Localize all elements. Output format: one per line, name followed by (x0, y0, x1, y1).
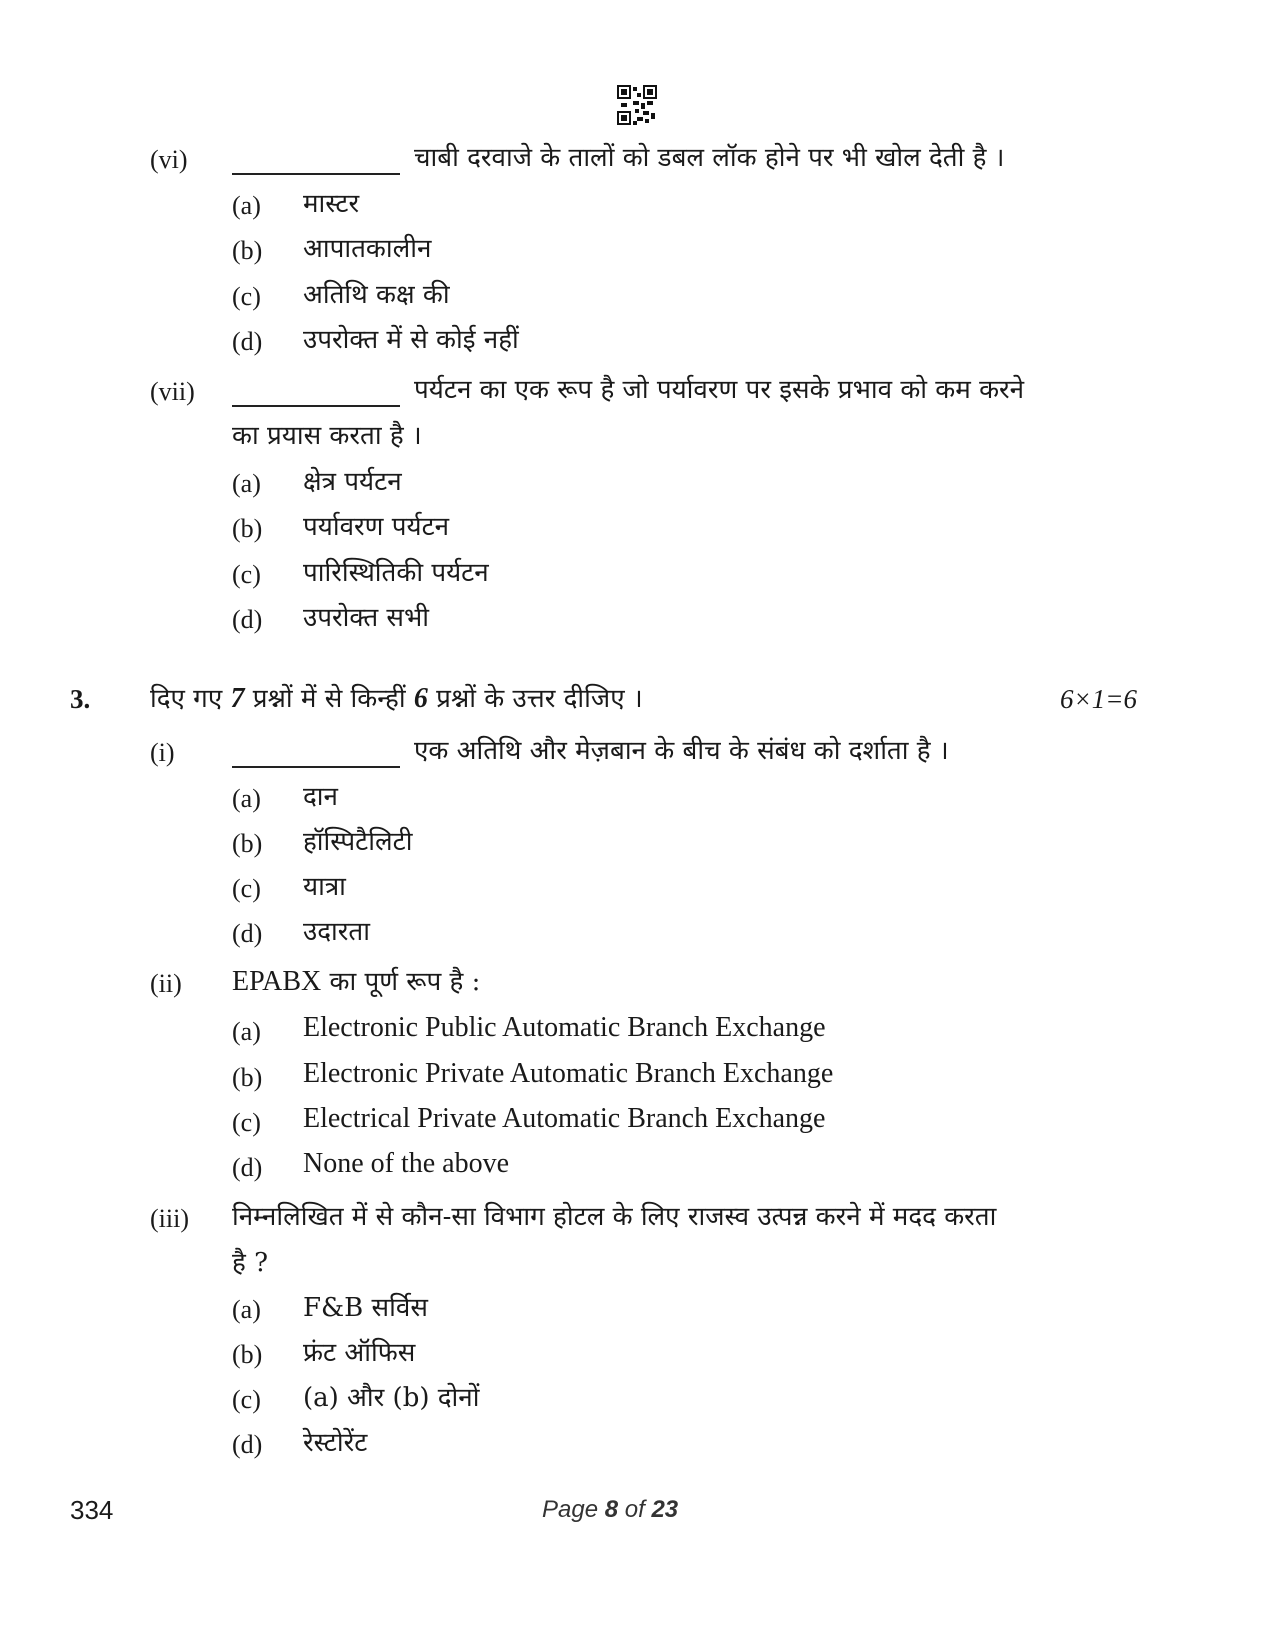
question-stem: का पूर्ण रूप है : (321, 967, 481, 997)
option-label: (a) (232, 1017, 261, 1046)
option-text: उपरोक्त सभी (303, 603, 429, 633)
fill-blank (232, 740, 400, 768)
option-label: (b) (232, 514, 263, 543)
page-total: 23 (651, 1496, 679, 1523)
option-label: (d) (232, 605, 263, 634)
option-label: (a) (232, 1295, 261, 1324)
option-text: Electronic Public Automatic Branch Exchange (303, 1012, 826, 1043)
option-label: (c) (232, 560, 261, 589)
option-label: (c) (232, 1385, 261, 1414)
option-text: F&B सर्विस (303, 1293, 428, 1323)
option-label: (b) (232, 236, 263, 265)
question-stem-continued: का प्रयास करता है । (232, 421, 422, 451)
option-text: रेस्टोरेंट (303, 1428, 368, 1458)
question-number: (ii) (150, 969, 182, 998)
option-label: (d) (232, 919, 263, 948)
qr-code-icon (617, 85, 657, 125)
option-text: Electrical Private Automatic Branch Exchange (303, 1103, 826, 1134)
option-label: (a) (232, 469, 261, 498)
option-label: (b) (232, 829, 263, 858)
instruction-text: प्रश्नों के उत्तर दीजिए । (427, 684, 643, 714)
option-text: पारिस्थितिकी पर्यटन (303, 558, 489, 588)
fill-blank (232, 147, 400, 175)
option-text: उपरोक्त में से कोई नहीं (303, 325, 519, 355)
option-label: (d) (232, 327, 263, 356)
option-label: (d) (232, 1430, 263, 1459)
option-text: (a) और (b) दोनों (303, 1383, 480, 1413)
question-stem-continued: है ? (232, 1248, 269, 1278)
option-text: पर्यावरण पर्यटन (303, 512, 450, 542)
option-text: हॉस्पिटैलिटी (303, 827, 413, 857)
option-label: (b) (232, 1340, 263, 1369)
page-of: of (618, 1496, 652, 1523)
option-label: (a) (232, 784, 261, 813)
question-number: (iii) (150, 1204, 189, 1233)
option-label: (b) (232, 1063, 263, 1092)
instruction-count: 6 (413, 683, 428, 714)
question-text (232, 141, 1005, 175)
fill-blank (232, 379, 400, 407)
option-text: फ्रंट ऑफिस (303, 1338, 416, 1368)
question-stem: पर्यटन का एक रूप है जो पर्यावरण पर इसके प्रभाव को कम करने (414, 375, 1025, 405)
question-stem: एक अतिथि और मेज़बान के बीच के संबंध को दर्शाता है । (414, 736, 949, 766)
question-number: (vii) (150, 377, 195, 406)
question-number: (i) (150, 738, 175, 767)
page-current: 8 (604, 1496, 619, 1523)
option-label: (c) (232, 282, 261, 311)
option-text: मास्टर (303, 189, 360, 219)
option-label: (c) (232, 874, 261, 903)
option-text: क्षेत्र पर्यटन (303, 467, 402, 497)
question-text (232, 965, 480, 999)
instruction-count: 7 (230, 683, 245, 714)
option-text: Electronic Private Automatic Branch Exchange (303, 1058, 834, 1089)
instruction-text: दिए गए (150, 684, 231, 714)
marks-allocation: 6×1=6 (1060, 684, 1137, 714)
question-text (232, 734, 949, 768)
option-text: अतिथि कक्ष की (303, 280, 450, 310)
question-3-instruction (150, 682, 643, 716)
option-text: यात्रा (303, 872, 346, 902)
option-label: (c) (232, 1108, 261, 1137)
option-text: आपातकालीन (303, 234, 432, 264)
option-label: (a) (232, 191, 261, 220)
option-text: None of the above (303, 1148, 510, 1179)
question-text (232, 373, 1024, 407)
option-text: दान (303, 782, 338, 812)
option-label: (d) (232, 1153, 263, 1182)
page-prefix: Page (542, 1496, 605, 1523)
page-number (542, 1496, 678, 1524)
question-number-3: 3. (70, 684, 91, 714)
acronym: EPABX (232, 966, 322, 997)
option-text: उदारता (303, 917, 370, 947)
instruction-text: प्रश्नों में से किन्हीं (244, 684, 414, 714)
question-stem: निम्नलिखित में से कौन-सा विभाग होटल के लिए राजस्व उत्पन्न करने में मदद करता (232, 1202, 997, 1232)
question-number: (vi) (150, 145, 188, 174)
paper-code: 334 (70, 1495, 114, 1525)
question-stem: चाबी दरवाजे के तालों को डबल लॉक होने पर भी खोल देती है । (414, 143, 1005, 173)
